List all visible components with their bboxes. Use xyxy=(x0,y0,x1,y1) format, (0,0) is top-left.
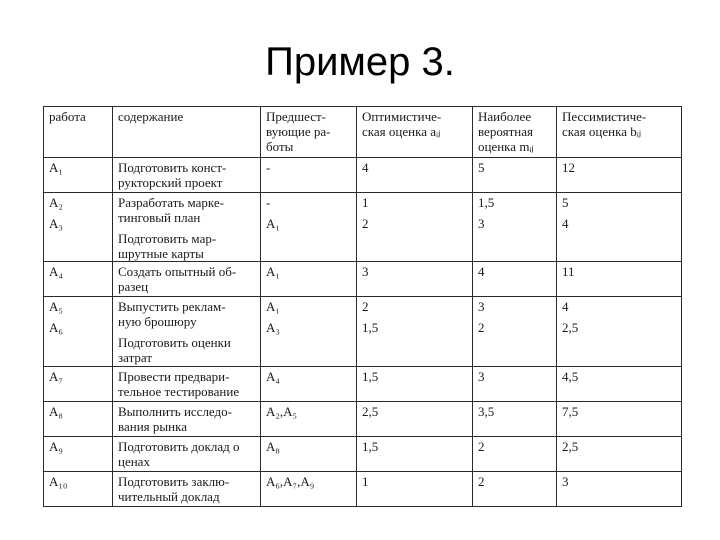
cell-content xyxy=(113,436,261,471)
schedule-table xyxy=(43,106,682,507)
predecessors-value: - xyxy=(266,195,271,211)
optimistic-value: 1 xyxy=(362,473,369,489)
work-value: А₈ xyxy=(49,403,63,419)
cell-predecessors xyxy=(261,158,357,193)
most-likely-value: 2 xyxy=(478,320,485,336)
slide-title: Пример 3. xyxy=(265,40,455,84)
optimistic-value: 1 xyxy=(362,195,369,211)
cell-optimistic xyxy=(357,436,473,471)
cell-most-likely xyxy=(473,297,557,366)
work-value: А₅ xyxy=(49,299,63,315)
pessimistic-value: 11 xyxy=(562,264,575,280)
optimistic-value: 2 xyxy=(362,299,369,315)
table-row xyxy=(44,297,682,366)
optimistic-value: 1,5 xyxy=(362,320,379,336)
content-value: Выпустить реклам- ную брошюру xyxy=(118,299,226,330)
predecessors-value: А₃ xyxy=(266,320,280,336)
pessimistic-value: 4 xyxy=(562,216,569,232)
most-likely-value: 3,5 xyxy=(478,403,495,419)
predecessors-value: А₄ xyxy=(266,368,280,384)
cell-pessimistic xyxy=(557,366,682,401)
content-value: Подготовить оценки затрат xyxy=(118,335,231,366)
header-optimistic: Оптимистиче- ская оценка aᵢⱼ xyxy=(357,107,473,158)
cell-most-likely xyxy=(473,193,557,262)
cell-work xyxy=(44,193,113,262)
predecessors-value: А₆,А₇,А₉ xyxy=(266,473,315,489)
pessimistic-value: 12 xyxy=(562,160,575,176)
cell-content xyxy=(113,471,261,506)
pessimistic-value: 3 xyxy=(562,473,569,489)
cell-optimistic xyxy=(357,262,473,297)
cell-pessimistic xyxy=(557,193,682,262)
cell-most-likely xyxy=(473,471,557,506)
header-work: работа xyxy=(44,107,113,158)
content-value: Разработать марке- тинговый план xyxy=(118,195,224,226)
work-value: А₁₀ xyxy=(49,473,68,489)
cell-pessimistic xyxy=(557,158,682,193)
most-likely-value: 3 xyxy=(478,368,485,384)
table-row xyxy=(44,193,682,262)
table-row xyxy=(44,158,682,193)
header-predecessors: Предшест- вующие ра- боты xyxy=(261,107,357,158)
cell-pessimistic xyxy=(557,471,682,506)
content-value: Подготовить доклад о ценах xyxy=(118,438,240,469)
cell-work xyxy=(44,366,113,401)
table-row xyxy=(44,401,682,436)
cell-pessimistic xyxy=(557,436,682,471)
optimistic-value: 2 xyxy=(362,216,369,232)
content-value: Подготовить заклю- чительный доклад xyxy=(118,473,230,504)
cell-optimistic xyxy=(357,401,473,436)
most-likely-value: 1,5 xyxy=(478,195,495,211)
work-value: А₇ xyxy=(49,368,63,384)
cell-predecessors xyxy=(261,262,357,297)
predecessors-value: А₈ xyxy=(266,438,280,454)
content-value: Подготовить мар- шрутные карты xyxy=(118,231,217,262)
header-content: содержание xyxy=(113,107,261,158)
cell-pessimistic xyxy=(557,297,682,366)
optimistic-value: 3 xyxy=(362,264,369,280)
work-value: А₄ xyxy=(49,264,63,280)
cell-pessimistic xyxy=(557,262,682,297)
cell-content xyxy=(113,193,261,262)
most-likely-value: 4 xyxy=(478,264,485,280)
cell-most-likely xyxy=(473,262,557,297)
content-value: Выполнить исследо- вания рынка xyxy=(118,403,232,434)
cell-predecessors xyxy=(261,401,357,436)
cell-most-likely xyxy=(473,366,557,401)
table-row xyxy=(44,471,682,506)
cell-predecessors xyxy=(261,366,357,401)
most-likely-value: 2 xyxy=(478,438,485,454)
cell-predecessors xyxy=(261,297,357,366)
cell-optimistic xyxy=(357,471,473,506)
table-row xyxy=(44,366,682,401)
cell-pessimistic xyxy=(557,401,682,436)
cell-content xyxy=(113,401,261,436)
predecessors-value: А₁ xyxy=(266,216,280,232)
cell-predecessors xyxy=(261,471,357,506)
predecessors-value: А₁ xyxy=(266,264,280,280)
pessimistic-value: 5 xyxy=(562,195,569,211)
cell-content xyxy=(113,158,261,193)
table-header-row xyxy=(44,107,682,158)
cell-predecessors xyxy=(261,193,357,262)
predecessors-value: А₁ xyxy=(266,299,280,315)
work-value: А₁ xyxy=(49,160,63,176)
content-value: Подготовить конст- рукторский проект xyxy=(118,160,227,191)
cell-work xyxy=(44,158,113,193)
cell-content xyxy=(113,262,261,297)
cell-most-likely xyxy=(473,158,557,193)
cell-work xyxy=(44,262,113,297)
cell-most-likely xyxy=(473,436,557,471)
most-likely-value: 3 xyxy=(478,299,485,315)
predecessors-value: - xyxy=(266,160,271,176)
pessimistic-value: 7,5 xyxy=(562,403,579,419)
content-value: Провести предвари- тельное тестирование xyxy=(118,368,240,399)
cell-most-likely xyxy=(473,401,557,436)
optimistic-value: 1,5 xyxy=(362,368,379,384)
cell-predecessors xyxy=(261,436,357,471)
pessimistic-value: 2,5 xyxy=(562,438,579,454)
cell-work xyxy=(44,471,113,506)
cell-work xyxy=(44,436,113,471)
optimistic-value: 2,5 xyxy=(362,403,379,419)
header-most-likely: Наиболее вероятная оценка mᵢⱼ xyxy=(473,107,557,158)
predecessors-value: А₂,А₅ xyxy=(266,403,298,419)
cell-optimistic xyxy=(357,158,473,193)
most-likely-value: 3 xyxy=(478,216,485,232)
pessimistic-value: 2,5 xyxy=(562,320,579,336)
optimistic-value: 4 xyxy=(362,160,369,176)
work-value: А₂ xyxy=(49,195,63,211)
work-value: А₉ xyxy=(49,438,63,454)
content-value: Создать опытный об- разец xyxy=(118,264,237,295)
table-row xyxy=(44,436,682,471)
cell-content xyxy=(113,366,261,401)
cell-content xyxy=(113,297,261,366)
table-row xyxy=(44,262,682,297)
most-likely-value: 2 xyxy=(478,473,485,489)
cell-optimistic xyxy=(357,366,473,401)
cell-optimistic xyxy=(357,297,473,366)
cell-optimistic xyxy=(357,193,473,262)
pessimistic-value: 4 xyxy=(562,299,569,315)
most-likely-value: 5 xyxy=(478,160,485,176)
pessimistic-value: 4,5 xyxy=(562,368,579,384)
optimistic-value: 1,5 xyxy=(362,438,379,454)
table-body xyxy=(44,107,682,507)
cell-work xyxy=(44,401,113,436)
work-value: А₃ xyxy=(49,216,63,232)
work-value: А₆ xyxy=(49,320,63,336)
cell-work xyxy=(44,297,113,366)
header-pessimistic: Пессимистиче- ская оценка bᵢⱼ xyxy=(557,107,682,158)
